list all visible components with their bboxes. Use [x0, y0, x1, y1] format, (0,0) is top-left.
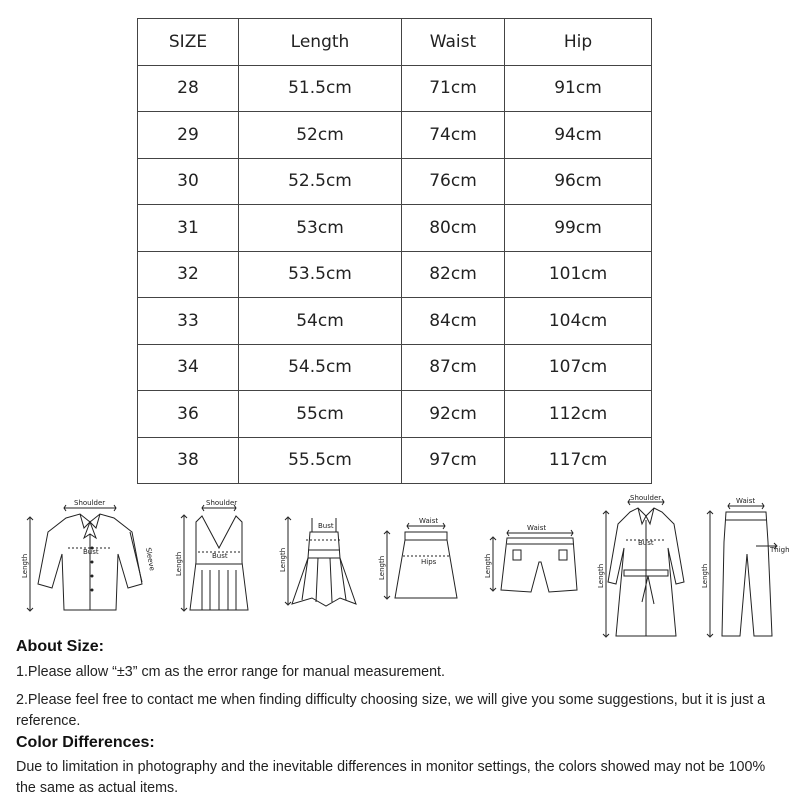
table-cell: 84cm — [402, 298, 505, 345]
table-row — [138, 158, 652, 205]
table-cell: 80cm — [402, 205, 505, 252]
shirt-illustration — [18, 492, 156, 622]
table-row — [138, 65, 652, 112]
table-cell: 32 — [138, 251, 239, 298]
header-hip: Hip — [505, 19, 652, 66]
table-cell: 112cm — [505, 391, 652, 438]
color-differences-heading: Color Differences: — [16, 734, 155, 751]
vest-illustration — [172, 492, 262, 622]
table-cell: 55.5cm — [239, 437, 402, 484]
pants-waist-label: Waist — [736, 497, 756, 505]
header-length: Length — [239, 19, 402, 66]
table-cell: 33 — [138, 298, 239, 345]
table-row — [138, 251, 652, 298]
dress-length-label: Length — [279, 547, 287, 572]
table-cell: 52cm — [239, 112, 402, 159]
table-cell: 94cm — [505, 112, 652, 159]
shorts-length-label: Length — [484, 553, 492, 578]
vest-bust-label: Bust — [212, 552, 228, 560]
table-cell: 34 — [138, 344, 239, 391]
table-row — [138, 112, 652, 159]
vest-length-label: Length — [175, 551, 183, 576]
table-row — [138, 205, 652, 252]
skirt-illustration — [375, 492, 465, 622]
pants-thigh-label: Thigh — [770, 546, 790, 554]
table-cell: 51.5cm — [239, 65, 402, 112]
table-cell: 52.5cm — [239, 158, 402, 205]
shirt-sleeve-label: Sleeve — [144, 546, 156, 572]
table-cell: 74cm — [402, 112, 505, 159]
table-cell: 82cm — [402, 251, 505, 298]
dress-illustration — [278, 492, 368, 622]
table-cell: 87cm — [402, 344, 505, 391]
table-cell: 29 — [138, 112, 239, 159]
table-cell: 91cm — [505, 65, 652, 112]
table-cell: 71cm — [402, 65, 505, 112]
shorts-waist-label: Waist — [527, 524, 547, 532]
table-cell: 38 — [138, 437, 239, 484]
coat-bust-label: Bust — [638, 539, 654, 547]
pants-illustration — [700, 492, 795, 642]
size-chart-table — [137, 18, 652, 484]
table-cell: 104cm — [505, 298, 652, 345]
note-contact: 2.Please feel free to contact me when finding difficulty choosing size, we will give you some suggestions, but it is just a reference. — [16, 692, 766, 729]
table-cell: 53cm — [239, 205, 402, 252]
shirt-length-label: Length — [21, 553, 29, 578]
note-color-disclaimer: Due to limitation in photography and the inevitable differences in monitor settings, the colors showed may not be 100% the same as actual items. — [16, 759, 766, 796]
measurement-illustrations — [0, 492, 800, 642]
skirt-hips-label: Hips — [421, 558, 437, 566]
coat-length-label: Length — [597, 563, 605, 588]
table-cell: 101cm — [505, 251, 652, 298]
vest-shoulder-label: Shoulder — [206, 499, 238, 507]
table-cell: 97cm — [402, 437, 505, 484]
table-cell: 54.5cm — [239, 344, 402, 391]
shorts-illustration — [483, 492, 583, 622]
table-cell: 54cm — [239, 298, 402, 345]
header-size: SIZE — [138, 19, 239, 66]
table-cell: 76cm — [402, 158, 505, 205]
skirt-length-label: Length — [378, 555, 386, 580]
table-row — [138, 391, 652, 438]
shirt-shoulder-label: Shoulder — [74, 499, 106, 507]
table-header-row — [138, 19, 652, 66]
table-cell: 117cm — [505, 437, 652, 484]
table-row — [138, 298, 652, 345]
table-cell: 92cm — [402, 391, 505, 438]
table-cell: 107cm — [505, 344, 652, 391]
table-cell: 99cm — [505, 205, 652, 252]
about-size-heading: About Size: — [16, 638, 104, 655]
coat-shoulder-label: Shoulder — [630, 494, 662, 502]
skirt-waist-label: Waist — [419, 517, 439, 525]
pants-length-label: Length — [701, 563, 709, 588]
table-body — [138, 65, 652, 484]
table-cell: 53.5cm — [239, 251, 402, 298]
note-error-range: 1.Please allow “±3” cm as the error range for manual measurement. — [16, 664, 445, 680]
header-waist: Waist — [402, 19, 505, 66]
table-row — [138, 344, 652, 391]
table-cell: 31 — [138, 205, 239, 252]
table-cell: 30 — [138, 158, 239, 205]
shirt-bust-label: Bust — [83, 548, 99, 556]
coat-illustration — [598, 492, 693, 642]
table-row — [138, 437, 652, 484]
table-cell: 55cm — [239, 391, 402, 438]
table-cell: 96cm — [505, 158, 652, 205]
table-cell: 28 — [138, 65, 239, 112]
table-cell: 36 — [138, 391, 239, 438]
dress-bust-label: Bust — [318, 522, 334, 530]
